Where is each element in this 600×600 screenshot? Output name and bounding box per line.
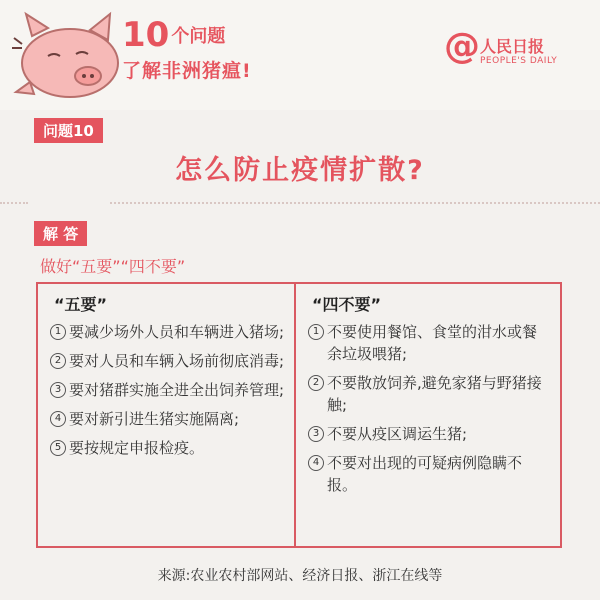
panel-divider — [294, 284, 296, 546]
divider-dots — [110, 202, 600, 204]
five-musts-heading: “五要” — [54, 295, 108, 314]
headline — [122, 15, 252, 83]
list-item-text: 要对新引进生猪实施隔离; — [69, 410, 240, 428]
source-note: 来源:农业农村部网站、经济日报、浙江在线等 — [157, 568, 443, 584]
divider-dots — [0, 202, 28, 204]
circled-number: 3 — [308, 426, 324, 442]
four-donts-column — [308, 292, 548, 503]
circled-number: 5 — [50, 440, 66, 456]
list-item — [50, 379, 286, 401]
list-item-text: 要对猪群实施全进全出饲养管理; — [69, 381, 285, 399]
list-item-text: 不要对出现的可疑病例隐瞒不报。 — [327, 454, 523, 494]
circled-number: 2 — [50, 353, 66, 369]
circled-number: 4 — [308, 455, 324, 471]
list-item-text: 要按规定申报检疫。 — [69, 439, 205, 457]
circled-number: 3 — [50, 382, 66, 398]
four-donts-heading: “四不要” — [312, 295, 382, 314]
circled-number: 4 — [50, 411, 66, 427]
question-title: 怎么防止疫情扩散? — [175, 155, 425, 186]
list-item-text: 不要散放饲养,避免家猪与野猪接触; — [327, 374, 542, 414]
list-item — [308, 372, 548, 416]
logo-name: 人民日报 — [480, 37, 545, 56]
five-musts-column — [50, 292, 286, 466]
circled-number: 1 — [50, 324, 66, 340]
list-item — [50, 437, 286, 459]
headline-count-label: 个问题 — [171, 26, 226, 47]
question-tag: 问题10 — [34, 118, 103, 143]
circled-number: 2 — [308, 375, 324, 391]
list-item — [308, 423, 548, 445]
list-item-text: 要减少场外人员和车辆进入猪场; — [69, 323, 285, 341]
list-item — [308, 321, 548, 365]
list-item — [50, 408, 286, 430]
headline-subtitle: 了解非洲猪瘟! — [122, 60, 252, 82]
list-item — [308, 452, 548, 496]
answer-tag: 解 答 — [34, 221, 87, 246]
list-item-text: 不要使用餐馆、食堂的泔水或餐余垃圾喂猪; — [327, 323, 538, 363]
at-logo-icon: @ — [444, 26, 480, 67]
pig-illustration — [10, 8, 125, 103]
list-item-text: 不要从疫区调运生猪; — [327, 425, 468, 443]
circled-number: 1 — [308, 324, 324, 340]
list-item-text: 要对人员和车辆入场前彻底消毒; — [69, 352, 285, 370]
answer-panel — [36, 282, 562, 548]
headline-number: 10 — [122, 15, 170, 55]
logo-english: PEOPLE'S DAILY — [480, 56, 558, 66]
list-item — [50, 321, 286, 343]
answer-subtitle: 做好“五要”“四不要” — [40, 257, 186, 276]
list-item — [50, 350, 286, 372]
